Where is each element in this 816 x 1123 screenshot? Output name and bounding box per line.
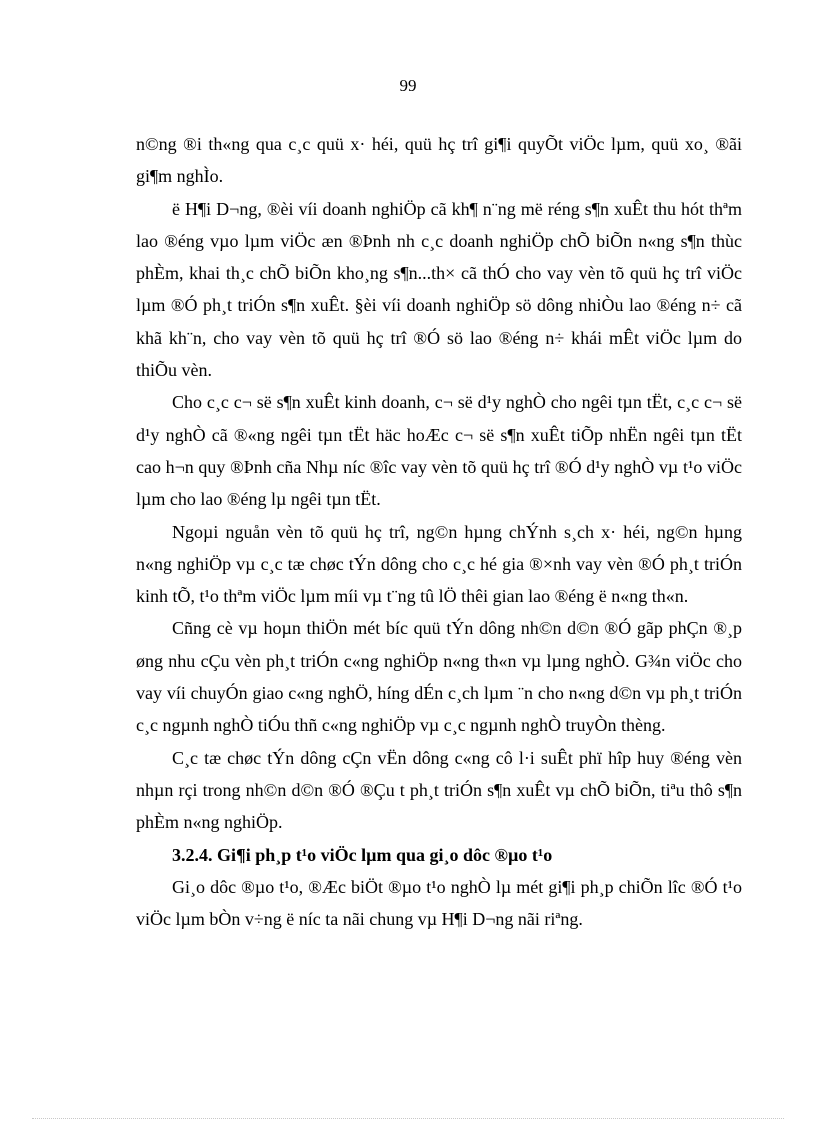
- page-bottom-rule: [32, 1118, 784, 1119]
- paragraph: Gi¸o dôc ®µo t¹o, ®Æc biÖt ®µo t¹o nghÒ lµ mét gi¶i ph¸p chiÕn lîc ®Ó t¹o viÖc lµm bÒn v÷ng ë níc ta nãi chung vµ H¶i D¬ng nãi riªng.: [136, 876, 742, 930]
- paragraph: ë H¶i D¬ng, ®èi víi doanh nghiÖp cã kh¶ n¨ng më réng s¶n xuÊt thu hót thªm lao ®éng vµo lµm viÖc æn ®Þnh nh c¸c doanh nghiÖp chÕ biÕn n«ng s¶n thùc phÈm, khai th¸c chÕ biÕn kho¸ng s¶n...th× cã thÓ cho vay vèn tõ quü hç trî viÖc lµm ®Ó ph¸t triÓn s¶n xuÊt. §èi víi doanh nghiÖp sö dông nhiÒu lao ®éng n÷ cã khã kh¨n, cho vay vèn tõ quü hç trî ®Ó sö lao ®éng n÷ khái mÊt viÖc lµm do thiÕu vèn.: [136, 198, 742, 381]
- paragraph: Ngoµi nguån vèn tõ quü hç trî, ng©n hµng chÝnh s¸ch x· héi, ng©n hµng n«ng nghiÖp vµ c¸c tæ chøc tÝn dông cho c¸c hé gia ®×nh vay vèn ®Ó ph¸t triÓn kinh tÕ, t¹o thªm viÖc lµm míi vµ t¨ng tû lÖ thêi gian lao ®éng ë n«ng th«n.: [136, 521, 742, 607]
- section-heading: 3.2.4. Gi¶i ph¸p t¹o viÖc lµm qua gi¸o dôc ®µo t¹o: [172, 844, 553, 865]
- paragraph: Cñng cè vµ hoµn thiÖn mét bíc quü tÝn dông nh©n d©n ®Ó gãp phÇn ®¸p øng nhu cÇu vèn ph¸t triÓn c«ng nghiÖp n«ng th«n vµ lµng nghÒ. G¾n viÖc cho vay víi chuyÓn giao c«ng nghÖ, híng dÉn c¸ch lµm ¨n cho n«ng d©n vµ ph¸t triÓn c¸c ngµnh nghÒ tiÓu thñ c«ng nghiÖp vµ c¸c ngµnh nghÒ truyÒn thèng.: [136, 618, 742, 736]
- body-text: [136, 128, 742, 935]
- page-number: 99: [399, 76, 417, 95]
- paragraph: C¸c tæ chøc tÝn dông cÇn vËn dông c«ng cô l·i suÊt phï hîp huy ®éng vèn nhµn rçi trong nh©n d©n ®Ó ®Çu t ph¸t triÓn s¶n xuÊt vµ chÕ biÕn, tiªu thô s¶n phÈm n«ng nghiÖp.: [136, 747, 742, 833]
- paragraph: n©ng ®i th«ng qua c¸c quü x· héi, quü hç trî gi¶i quyÕt viÖc lµm, quü xo¸ ®ãi gi¶m nghÌo.: [136, 134, 742, 187]
- paragraph: Cho c¸c c¬ së s¶n xuÊt kinh doanh, c¬ së d¹y nghÒ cho ngêi tµn tËt, c¸c c¬ së d¹y nghÒ cã ®«ng ngêi tµn tËt häc hoÆc c¬ së s¶n xuÊt tiÕp nhËn ngêi tµn tËt cao h¬n quy ®Þnh cña Nhµ níc ®îc vay vèn tõ quü hç trî ®Ó d¹y nghÒ vµ t¹o viÖc lµm cho lao ®éng lµ ngêi tµn tËt.: [136, 392, 742, 510]
